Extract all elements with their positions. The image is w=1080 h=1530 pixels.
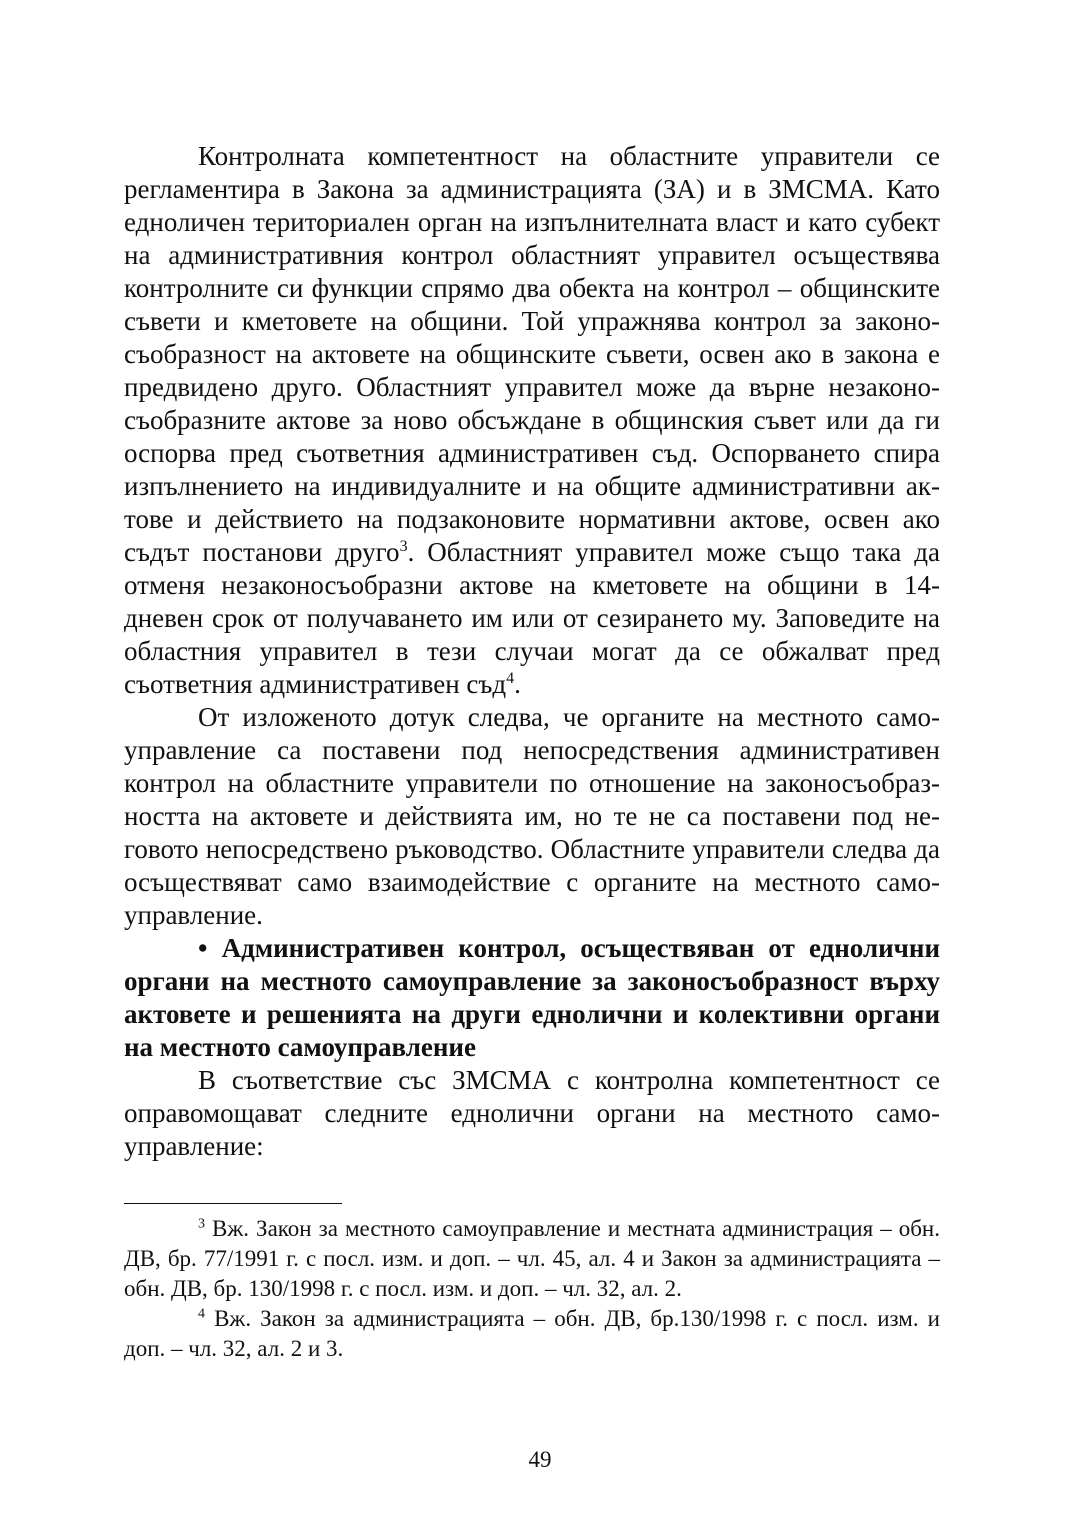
footnote-ref-3[interactable]: 3 (399, 538, 408, 555)
paragraph-conclusion: От изложеното дотук следва, че органите на местното самоуправление са поставени под непосредствения административен контрол на областните управители по отношение на законосъобразността на актовете и действията им, но те не са поставени под неговото непосредствено ръководство. Областните управители следва да осъществяват само взаимодействие с органите на местното самоуправление. (124, 702, 940, 930)
footnote-ref-4[interactable]: 4 (506, 670, 515, 687)
paragraph-controlling-competence (124, 140, 940, 701)
footnote-3 (124, 1214, 940, 1304)
paragraph-text: Контролната компетентност на областните управители се регламентира в Закона за администрацията (ЗА) и в ЗМСМА. Като едноличен териториален орган на изпълнителната власт и като субект на административния контрол областният управител осъществява контролните си функции спрямо два обекта на контрол – общинските съвети и кметовете на общини. Той упражнява контрол за законосъобразност на актовете на общинските съвети, освен ако в закона е предвидено друго. Областният управител може да върне незаконосъобразните актове за ново обсъждане в общинския съвет или да ги оспорва пред съответния административен съд. Оспорването спира изпълнението на индивидуалните и на общите административни актове и действието на подзаконовите нормативни актове, освен ако съдът постанови друго (124, 141, 940, 567)
footnote-text: Вж. Закон за администрацията – обн. ДВ, бр.130/1998 г. с посл. изм. и доп. – чл. 32, ал. 2 и 3. (124, 1306, 940, 1361)
paragraph-text: . Областният управител може също така да отменя незаконосъобразни актове на кметовете на общини в 14-дневен срок от получаването им или от сезирането му. Заповедите на областния управител в тези случаи могат да се обжалват пред съответния административен съд (124, 537, 940, 699)
footnote-number: 3 (198, 1216, 205, 1232)
page-number: 49 (528, 1447, 552, 1472)
footnote-text: Вж. Закон за местното самоуправление и местната администрация – обн. ДВ, бр. 77/1991 г. с посл. изм. и доп. – чл. 45, ал. 4 и Закон за администрацията – обн. ДВ, бр. 130/1998 г. с посл. изм. и доп. – чл. 32, ал. 2. (124, 1216, 940, 1301)
page-body (124, 140, 940, 1364)
section-heading: • Административен контрол, осъществяван от еднолични органи на местното самоуправление за законосъобразност върху актовете и решенията на други еднолични и колективни органи на местното самоуправление (124, 933, 940, 1062)
paragraph-closing: В съответствие със ЗМСМА с контролна компетентност се оправомощават следните еднолични органи на местното самоуправление: (124, 1065, 940, 1161)
footnote-separator (124, 1203, 342, 1204)
paragraph-text: . (514, 669, 521, 699)
footnote-4 (124, 1304, 940, 1364)
footnote-number: 4 (198, 1306, 205, 1322)
